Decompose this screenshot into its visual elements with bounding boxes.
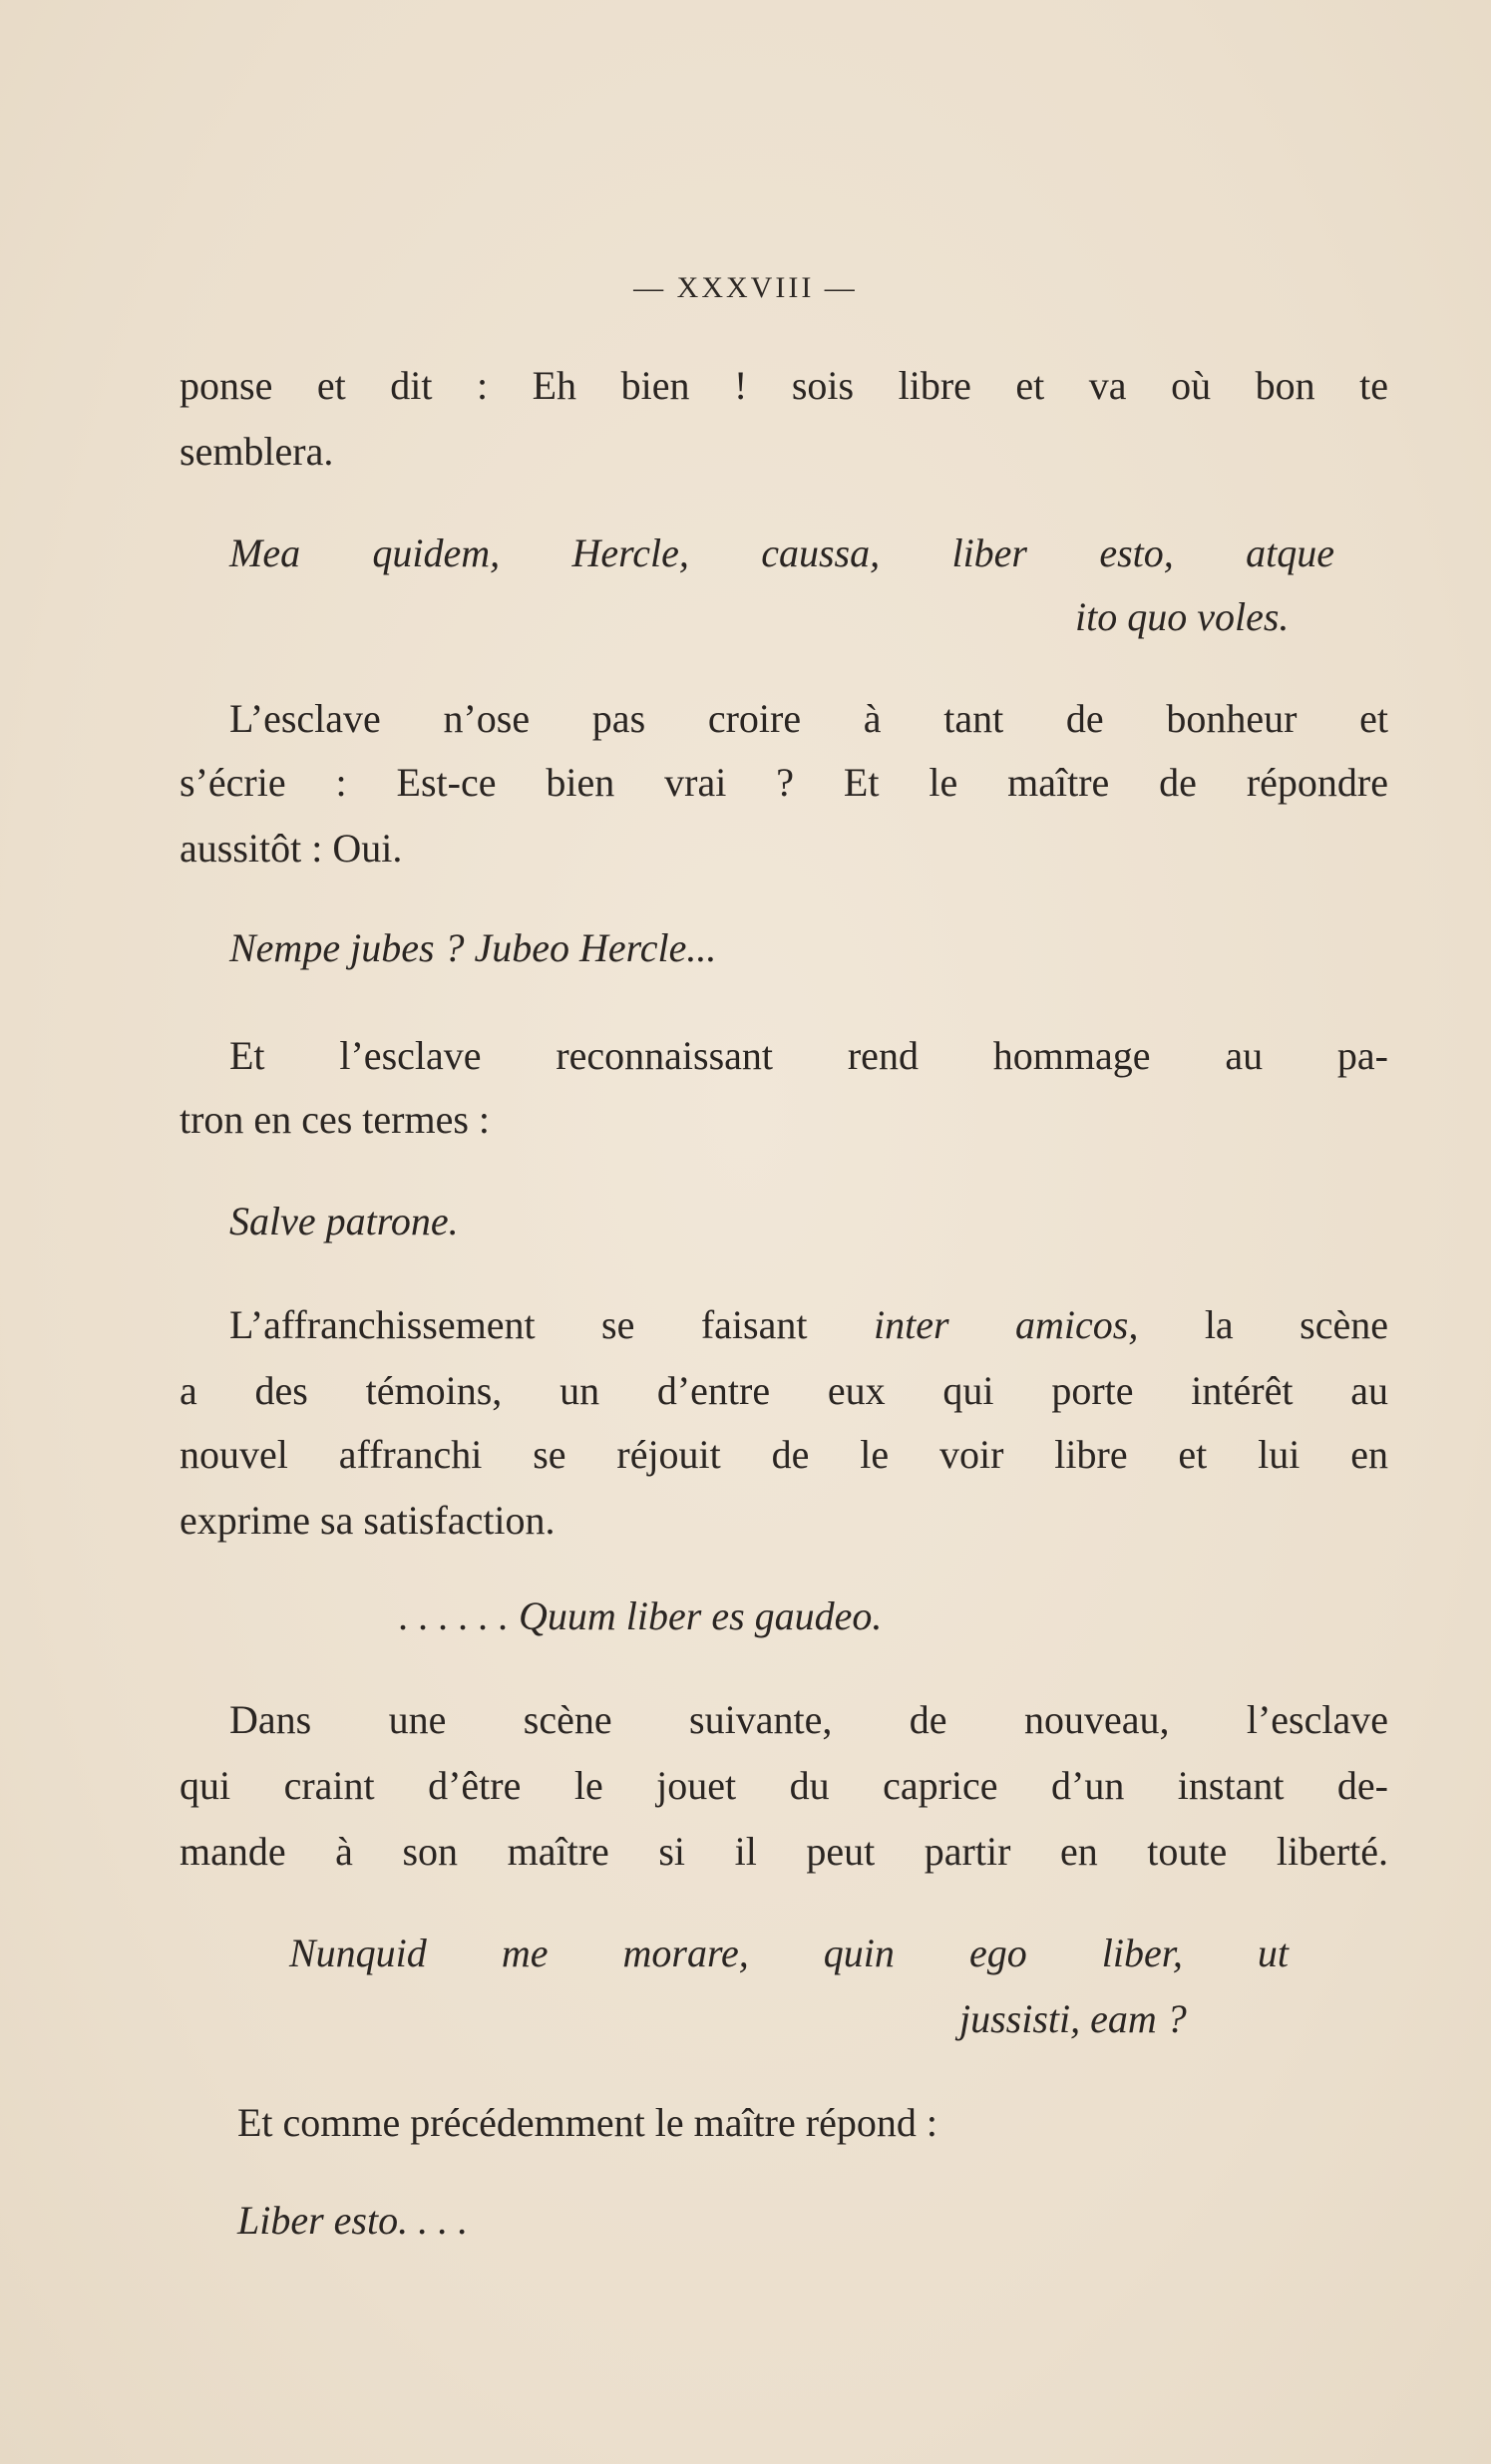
text-line: nouvel affranchi se réjouit de le voir libre et lui en <box>180 1432 1388 1477</box>
text-line: aussitôt : Oui. <box>180 826 403 871</box>
text-line: tron en ces termes : <box>180 1097 490 1142</box>
latin-quote-line: Salve patrone. <box>229 1199 459 1243</box>
latin-quote-line: . . . . . . Quum liber es gaudeo. <box>399 1593 883 1638</box>
text-segment: L’affranchissement se faisant <box>229 1302 808 1347</box>
latin-quote-line: Mea quidem, Hercle, caussa, liber esto, atque <box>229 530 1334 575</box>
text-line: L’esclave n’ose pas croire à tant de bonheur et <box>229 696 1388 741</box>
text-line: semblera. <box>180 429 334 474</box>
latin-quote-line: ito quo voles. <box>1075 594 1290 639</box>
text-line: exprime sa satisfaction. <box>180 1498 556 1543</box>
latin-quote-line: Nunquid me morare, quin ego liber, ut <box>289 1931 1289 1975</box>
text-line: a des témoins, un d’entre eux qui porte intérêt au <box>180 1368 1388 1413</box>
latin-quote-line: jussisti, eam ? <box>959 1996 1187 2041</box>
text-line: s’écrie : Est-ce bien vrai ? Et le maître de répondre <box>180 760 1388 805</box>
page-number-header: — XXXVIII — <box>633 271 858 304</box>
latin-quote-line: Nempe jubes ? Jubeo Hercle... <box>229 925 717 970</box>
latin-phrase: inter amicos, <box>873 1302 1139 1347</box>
text-line: Et comme précédemment le maître répond : <box>237 2100 937 2145</box>
text-line: Dans une scène suivante, de nouveau, l’esclave <box>229 1697 1388 1742</box>
text-line: qui craint d’être le jouet du caprice d’un instant de- <box>180 1763 1388 1808</box>
text-line: mande à son maître si il peut partir en toute liberté. <box>180 1829 1388 1874</box>
latin-quote-line: Liber esto. . . . <box>237 2198 469 2243</box>
text-line-mixed <box>229 1300 1388 1350</box>
text-line: ponse et dit : Eh bien ! sois libre et va où bon te <box>180 363 1388 408</box>
text-line: Et l’esclave reconnaissant rend hommage au pa- <box>229 1033 1388 1078</box>
text-segment: la scène <box>1204 1302 1388 1347</box>
